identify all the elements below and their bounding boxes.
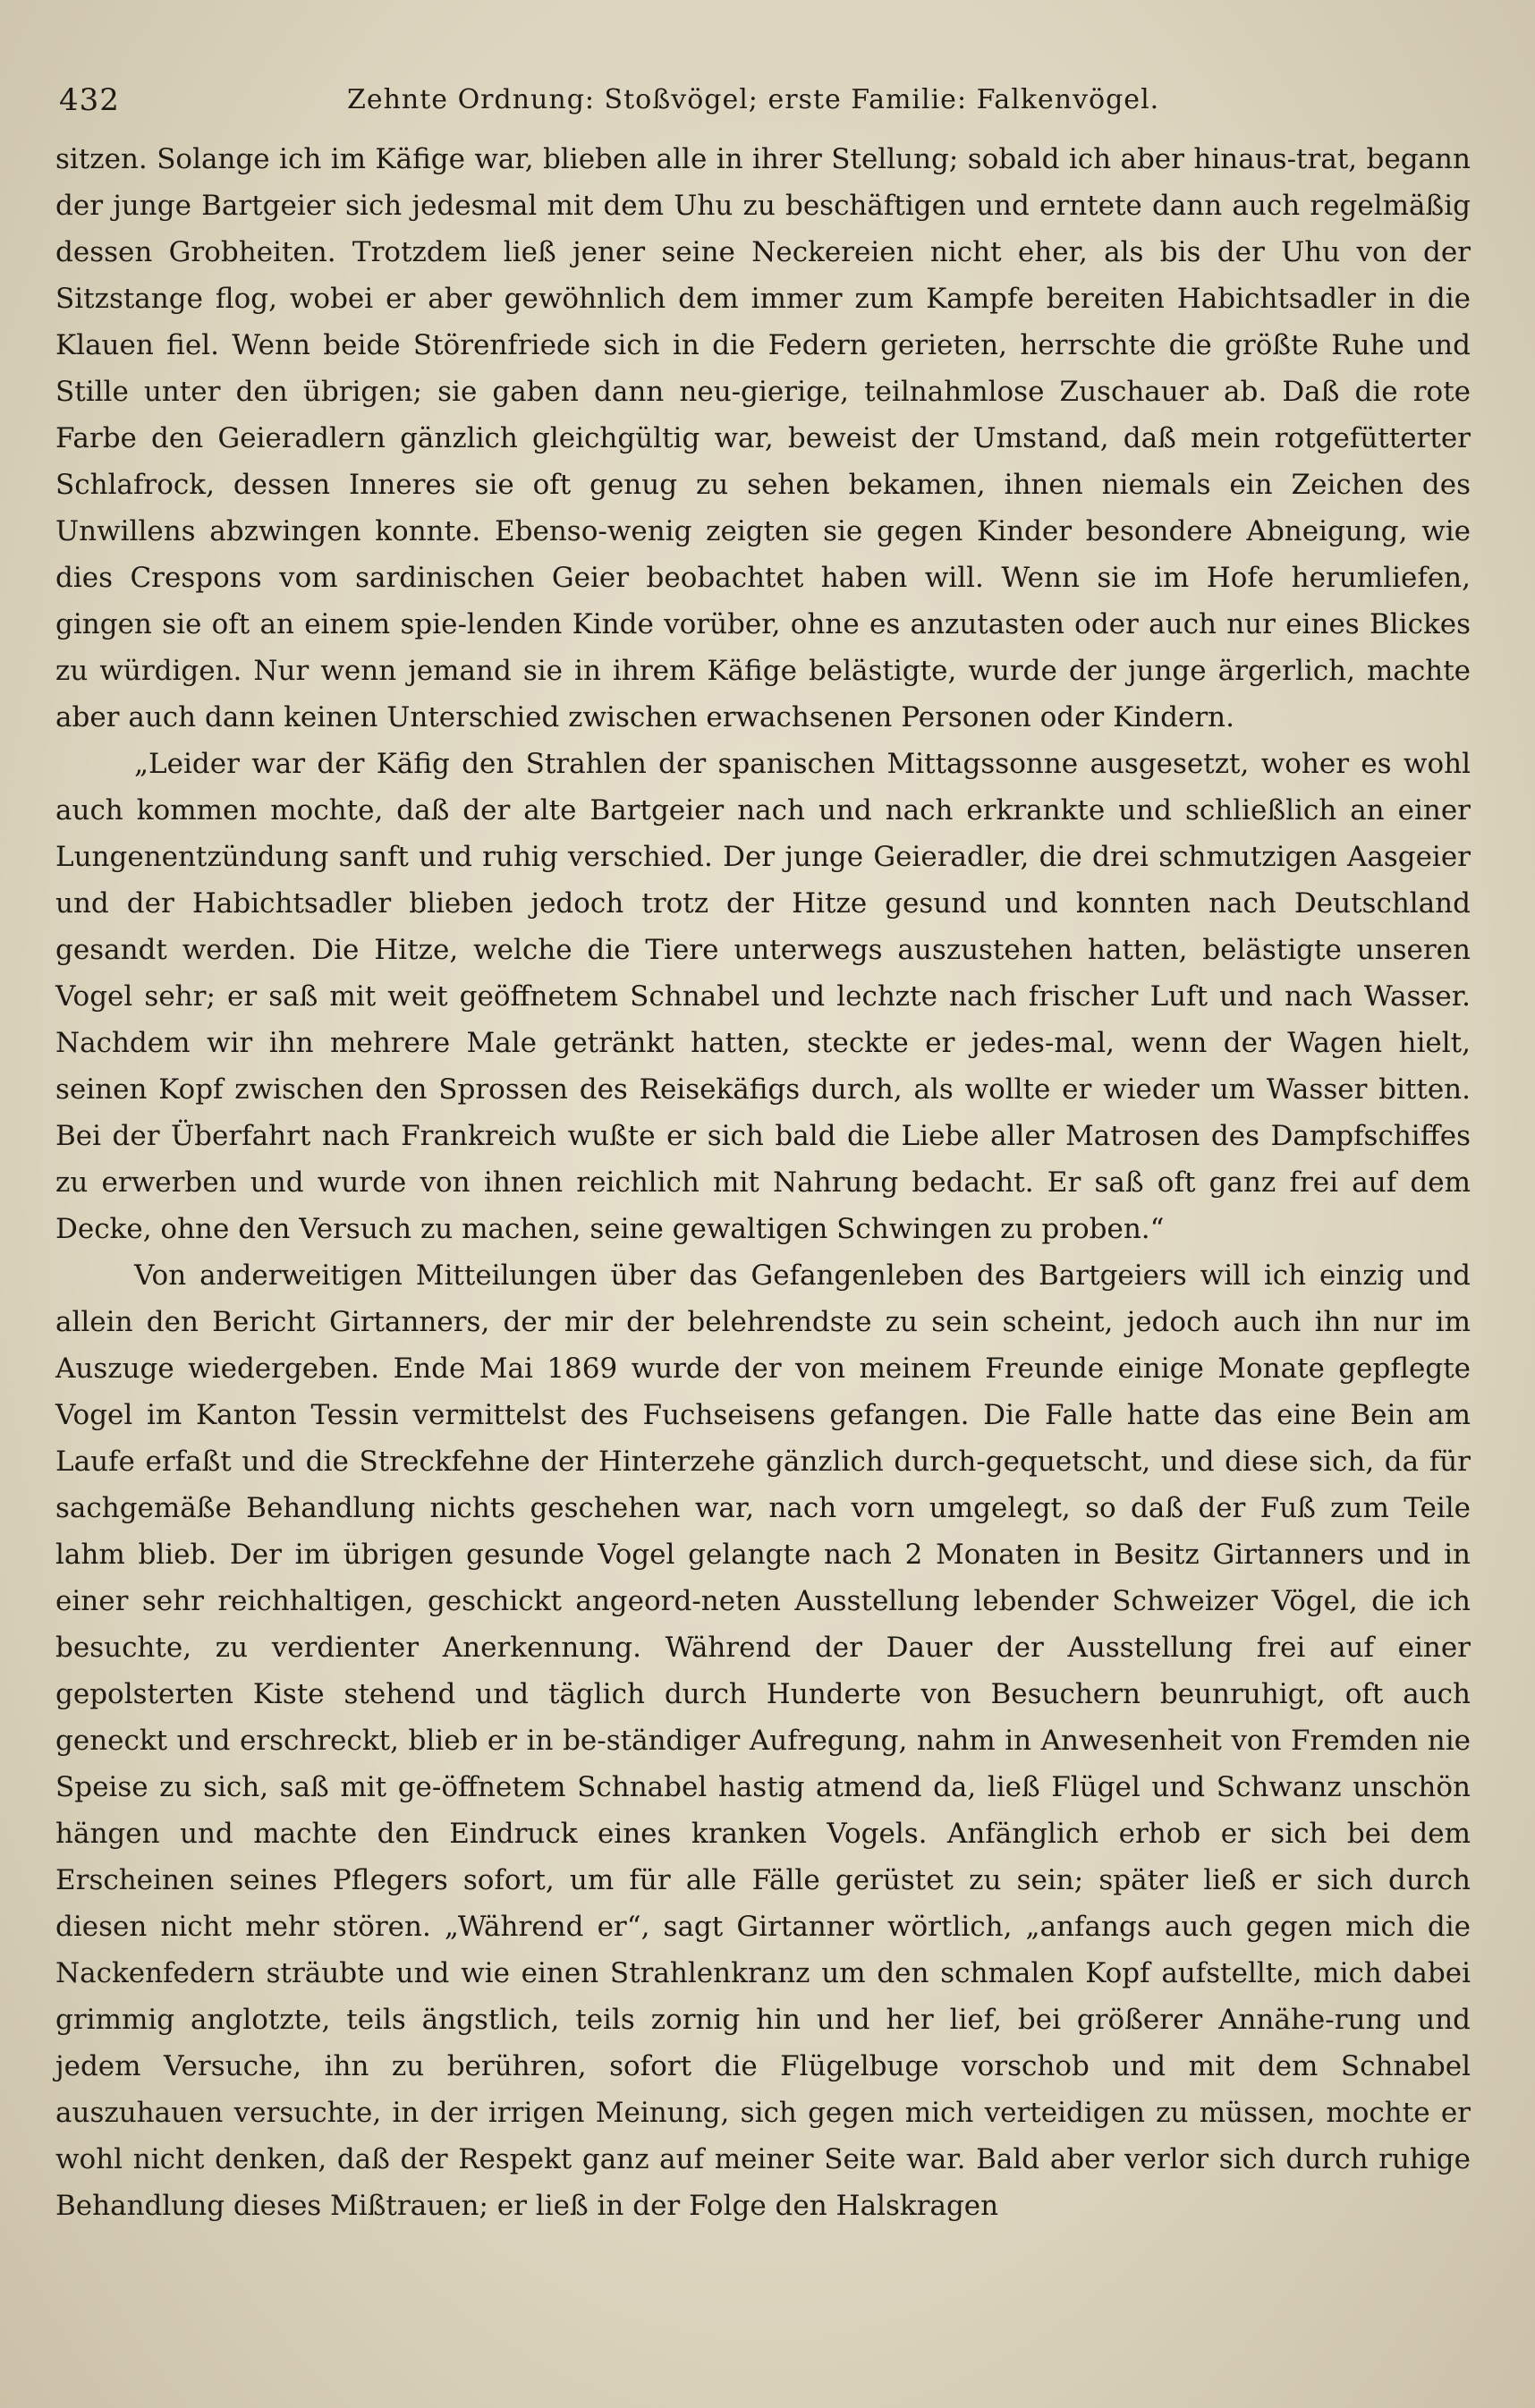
- page-number: 432: [59, 82, 120, 118]
- running-head: Zehnte Ordnung: Stoßvögel; erste Familie: Falkenvögel.: [347, 84, 1160, 115]
- page-header: [52, 73, 1469, 127]
- paragraph: Von anderweitigen Mitteilungen über das Gefangenleben des Bartgeiers will ich einzig und allein den Bericht Girtanners, der mir der belehrendste zu sein scheint, jedoch auch ihn nur im Auszuge wiedergeben. Ende Mai 1869 wurde der von meinem Freunde einige Monate gepflegte Vogel im Kanton Tessin vermittelst des Fuchseisens gefangen. Die Falle hatte das eine Bein am Laufe erfaßt und die Streckfehne der Hinterzehe gänzlich durch-gequetscht, und diese sich, da für sachgemäße Behandlung nichts geschehen war, nach vorn umgelegt, so daß der Fuß zum Teile lahm blieb. Der im übrigen gesunde Vogel gelangte nach 2 Monaten in Besitz Girtanners und in einer sehr reichhaltigen, geschickt angeord-neten Ausstellung lebender Schweizer Vögel, die ich besuchte, zu verdienter Anerkennung. Während der Dauer der Ausstellung frei auf einer gepolsterten Kiste stehend und täglich durch Hunderte von Besuchern beunruhigt, oft auch geneckt und erschreckt, blieb er in be-ständiger Aufregung, nahm in Anwesenheit von Fremden nie Speise zu sich, saß mit ge-öffnetem Schnabel hastig atmend da, ließ Flügel und Schwanz unschön hängen und machte den Eindruck eines kranken Vogels. Anfänglich erhob er sich bei dem Erscheinen seines Pflegers sofort, um für alle Fälle gerüstet zu sein; später ließ er sich durch diesen nicht mehr stören. „Während er“, sagt Girtanner wörtlich, „anfangs auch gegen mich die Nackenfedern sträubte und wie einen Strahlenkranz um den schmalen Kopf aufstellte, mich dabei grimmig anglotzte, teils ängstlich, teils zornig hin und her lief, bei größerer Annähe-rung und jedem Versuche, ihn zu berühren, sofort die Flügelbuge vorschob und mit dem Schnabel auszuhauen versuchte, in der irrigen Meinung, sich gegen mich verteidigen zu müssen, mochte er wohl nicht denken, daß der Respekt ganz auf meiner Seite war. Bald aber verlor sich durch ruhige Behandlung dieses Mißtrauen; er ließ in der Folge den Halskragen: [55, 1259, 1471, 2222]
- paragraph: sitzen. Solange ich im Käfige war, blieben alle in ihrer Stellung; sobald ich aber hinaus-trat, begann der junge Bartgeier sich jedesmal mit dem Uhu zu beschäftigen und erntete dann auch regelmäßig dessen Grobheiten. Trotzdem ließ jener seine Neckereien nicht eher, als bis der Uhu von der Sitzstange flog, wobei er aber gewöhnlich dem immer zum Kampfe bereiten Habichtsadler in die Klauen fiel. Wenn beide Störenfriede sich in die Federn gerieten, herrschte die größte Ruhe und Stille unter den übrigen; sie gaben dann neu-gierige, teilnahmlose Zuschauer ab. Daß die rote Farbe den Geieradlern gänzlich gleichgültig war, beweist der Umstand, daß mein rotgefütterter Schlafrock, dessen Inneres sie oft genug zu sehen bekamen, ihnen niemals ein Zeichen des Unwillens abzwingen konnte. Ebenso-wenig zeigten sie gegen Kinder besondere Abneigung, wie dies Crespons vom sardinischen Geier beobachtet haben will. Wenn sie im Hofe herumliefen, gingen sie oft an einem spie-lenden Kinde vorüber, ohne es anzutasten oder auch nur eines Blickes zu würdigen. Nur wenn jemand sie in ihrem Käfige belästigte, wurde der junge ärgerlich, machte aber auch dann keinen Unterschied zwischen erwachsenen Personen oder Kindern.: [55, 143, 1471, 733]
- paragraph: „Leider war der Käfig den Strahlen der spanischen Mittagssonne ausgesetzt, woher es wohl auch kommen mochte, daß der alte Bartgeier nach und nach erkrankte und schließlich an einer Lungenentzündung sanft und ruhig verschied. Der junge Geieradler, die drei schmutzigen Aasgeier und der Habichtsadler blieben jedoch trotz der Hitze gesund und konnten nach Deutschland gesandt werden. Die Hitze, welche die Tiere unterwegs auszustehen hatten, belästigte unseren Vogel sehr; er saß mit weit geöffnetem Schnabel und lechzte nach frischer Luft und nach Wasser. Nachdem wir ihn mehrere Male getränkt hatten, steckte er jedes-mal, wenn der Wagen hielt, seinen Kopf zwischen den Sprossen des Reisekäfigs durch, als wollte er wieder um Wasser bitten. Bei der Überfahrt nach Frankreich wußte er sich bald die Liebe aller Matrosen des Dampfschiffes zu erwerben und wurde von ihnen reichlich mit Nahrung bedacht. Er saß oft ganz frei auf dem Decke, ohne den Versuch zu machen, seine gewaltigen Schwingen zu proben.“: [55, 748, 1471, 1245]
- body-text: [55, 136, 1471, 2229]
